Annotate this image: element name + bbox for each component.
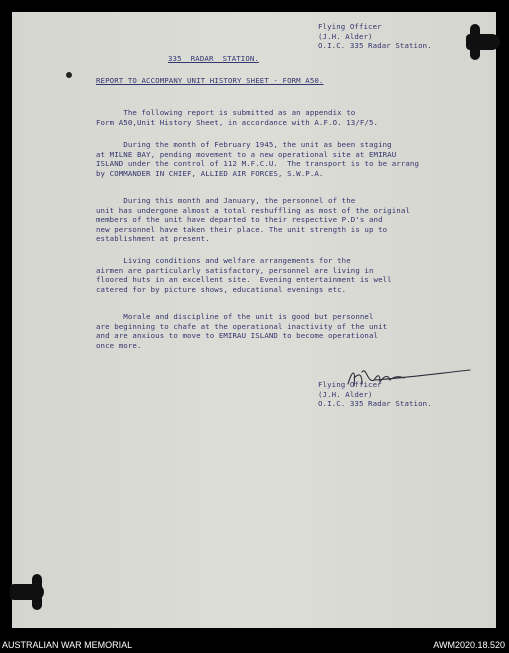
signature-block-bottom: Flying Officer (J.H. Alder) O.I.C. 335 Radar Station. <box>318 380 432 409</box>
station-title: 335 RADAR STATION. <box>168 54 259 63</box>
report-title: REPORT TO ACCOMPANY UNIT HISTORY SHEET - FORM A50. <box>96 76 324 85</box>
paragraph-5: Morale and discipline of the unit is good but personnel are beginning to chafe at the operational inactivity of the unit and are anxious to move to EMIRAU ISLAND to become operational once more. <box>96 312 388 350</box>
signature-block-top: Flying Officer (J.H. Alder) O.I.C. 335 Radar Station. <box>318 22 432 51</box>
binder-clip-bottom <box>10 584 44 600</box>
paragraph-3: During this month and January, the personnel of the unit has undergone almost a total reshuffling as most of the original members of the unit have departed to their respective P.D's and new personnel have taken their place. The unit strength is up to establishment at present. <box>96 196 410 244</box>
punch-mark <box>66 72 72 78</box>
document-page <box>12 12 496 628</box>
footer <box>0 638 509 653</box>
paragraph-1: The following report is submitted as an appendix to Form A50,Unit History Sheet, in accordance with A.F.O. 13/F/5. <box>96 108 379 127</box>
paragraph-2: During the month of February 1945, the unit as been staging at MILNE BAY, pending movement to a new operational site at EMIRAU ISLAND under the control of 112 M.F.C.U. The transport is to be arrang by COMMANDER IN CHIEF, ALLIED AIR FORCES, S.W.P.A. <box>96 140 420 178</box>
institution-label: AUSTRALIAN WAR MEMORIAL <box>2 640 133 650</box>
paragraph-4: Living conditions and welfare arrangements for the airmen are particularly satisfactory, personnel are living in floored huts in an excellent site. Evening entertainment is well catered for by picture shows, educational evenings etc. <box>96 256 392 294</box>
binder-clip-top <box>466 34 500 50</box>
accession-number: AWM2020.18.520 <box>433 640 505 650</box>
